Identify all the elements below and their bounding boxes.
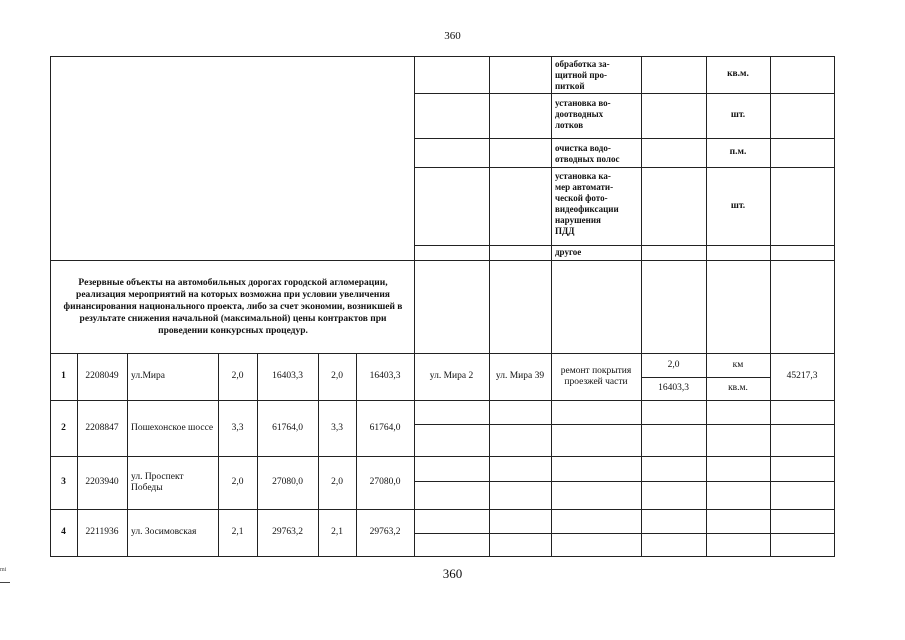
length-2: 2,0 xyxy=(331,371,343,381)
area-2: 27080,0 xyxy=(369,477,401,487)
road-name: ул. Проспект Победы xyxy=(131,471,184,493)
work-item: установка ка- мер автомати- ческой фото- видеофиксации нарушения ПДД xyxy=(555,171,619,236)
area-2: 29763,2 xyxy=(369,527,401,537)
page-number-bottom: 360 xyxy=(442,566,463,581)
area-2: 61764,0 xyxy=(369,422,401,433)
length-1: 2,1 xyxy=(231,527,244,537)
work-item: очистка водо- отводных полос xyxy=(555,143,620,164)
length-1: 2,0 xyxy=(231,371,244,381)
length-1: 3,3 xyxy=(231,422,244,433)
work-type: ремонт покрытия проезжей части xyxy=(560,365,632,387)
object-code: 2208049 xyxy=(85,371,119,381)
object-code: 2211936 xyxy=(85,527,119,537)
row-number: 3 xyxy=(61,477,66,487)
unit-1: км xyxy=(732,359,744,370)
unit-cell: кв.м. xyxy=(727,69,749,79)
area-1: 16403,3 xyxy=(272,371,303,381)
area-1: 61764,0 xyxy=(272,422,303,433)
road-name: Пошехонское шоссе xyxy=(131,422,214,433)
unit-cell: шт. xyxy=(730,200,746,211)
unit-cell: п.м. xyxy=(729,147,747,157)
volume-2: 16403,3 xyxy=(658,383,689,393)
road-name: ул.Мира xyxy=(131,371,165,381)
object-code: 2203940 xyxy=(85,477,119,487)
length-2: 2,0 xyxy=(331,477,343,487)
road-name: ул. Зосимовская xyxy=(131,527,197,537)
length-2: 2,1 xyxy=(331,527,343,537)
section-to: ул. Мира 39 xyxy=(495,371,545,381)
object-code: 2208847 xyxy=(85,422,119,433)
unit-cell: шт. xyxy=(730,110,746,120)
margin-line xyxy=(0,582,10,583)
reserve-heading: Резервные объекты на автомобильных дорогах городской агломерации, реализация мероприятий на которых возможна при условии увеличения финансирования национального проекта, либо за счет экономии, возникшей в результате снижения начальной (максимальной) цены контрактов при проведении конкурсных процедур. xyxy=(63,278,403,336)
area-1: 27080,0 xyxy=(272,477,303,487)
cost: 45217,3 xyxy=(786,371,818,381)
volume-1: 2,0 xyxy=(667,359,680,370)
margin-mark: mi xyxy=(0,567,7,573)
area-1: 29763,2 xyxy=(272,527,303,537)
row-number: 1 xyxy=(61,371,66,381)
length-2: 3,3 xyxy=(331,422,343,433)
work-item: другое xyxy=(555,247,582,257)
page-number-top: 360 xyxy=(444,30,461,42)
row-number: 2 xyxy=(61,422,66,433)
length-1: 2,0 xyxy=(231,477,244,487)
row-number: 4 xyxy=(61,527,66,537)
section-from: ул. Мира 2 xyxy=(429,371,474,381)
area-2: 16403,3 xyxy=(369,371,401,381)
work-item: обработка за- щитной про- питкой xyxy=(555,59,610,91)
unit-2: кв.м. xyxy=(728,383,748,393)
work-item: установка во- доотводных лотков xyxy=(555,98,611,130)
